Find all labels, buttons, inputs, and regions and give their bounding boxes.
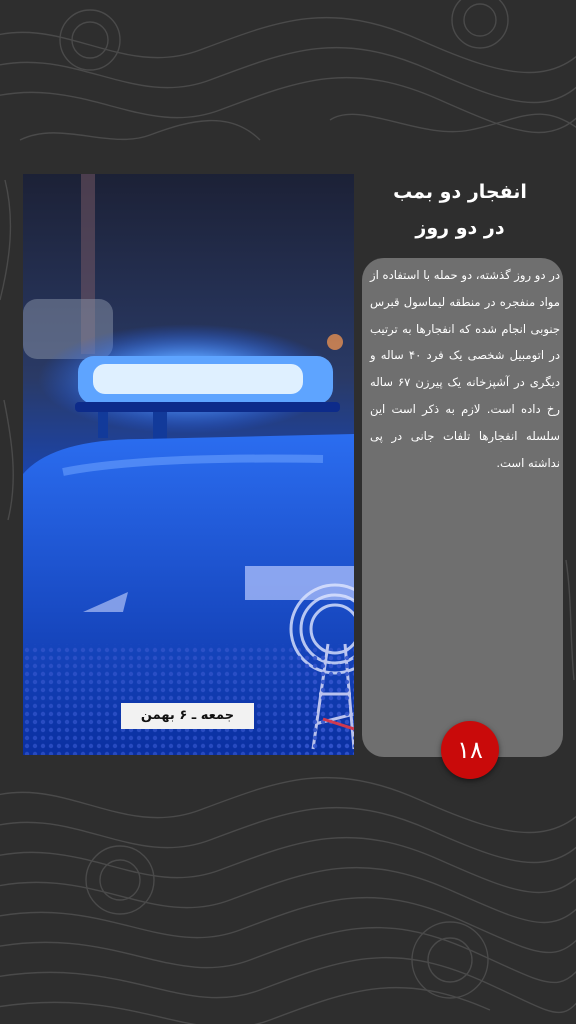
police-car-photo bbox=[23, 174, 354, 755]
date-badge: جمعه ـ ۶ بهمن bbox=[121, 703, 254, 729]
page-number-badge: ۱۸ bbox=[441, 721, 499, 779]
siren-illustration bbox=[23, 174, 354, 755]
headline-line-2: در دو روز bbox=[415, 217, 505, 239]
headline bbox=[362, 174, 558, 246]
body-text: در دو روز گذشته، دو حمله با استفاده از مواد منفجره در منطقه لیماسول قبرس جنوبی انجام شده که انفجارها به ترتیب در اتومبیل شخصی یک فرد ۴۰ ساله و دیگری در آشپزخانه یک پیرزن ۶۷ ساله رخ داده است. لازم به ذکر است این سلسله انفجارها تلفات جانی در پی نداشته است. bbox=[370, 268, 561, 470]
headline-line-1: انفجار دو بمب bbox=[393, 181, 527, 203]
